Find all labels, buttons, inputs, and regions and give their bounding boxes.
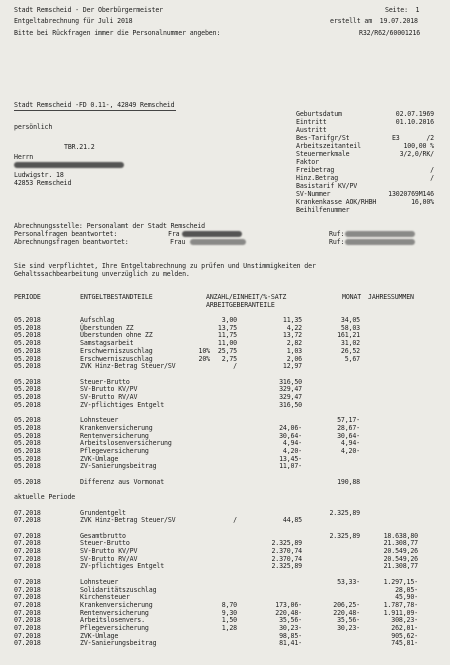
row-amount: 2.370,74 bbox=[271, 547, 302, 555]
personal-field-label: Eintritt bbox=[296, 118, 327, 126]
row-component: SV-Brutto RV/AV bbox=[80, 393, 138, 401]
row-period: 05.2018 bbox=[14, 439, 41, 448]
abrechnung-contact-name: Frau bbox=[170, 238, 186, 246]
row-quantity: 1,28 bbox=[221, 624, 237, 632]
row-component: Überstunden ZZ bbox=[80, 323, 134, 332]
page-number: Seite: 1 bbox=[385, 6, 420, 14]
row-year: 21.308,77 bbox=[383, 562, 418, 571]
col-periode: PERIODE bbox=[14, 293, 41, 301]
personal-field-label: Arbeitszeitanteil bbox=[296, 142, 361, 150]
personal-field-label: Bes-Tarifgr/St bbox=[296, 134, 350, 142]
row-period: 07.2018 bbox=[14, 616, 41, 625]
row-amount: 12,97 bbox=[282, 362, 302, 371]
row-month: 58,03 bbox=[340, 323, 360, 332]
row-component: Solidaritätszuschlag bbox=[80, 585, 157, 594]
row-period: 05.2018 bbox=[14, 431, 41, 440]
personal-contact-label: Personalfragen beantwortet: bbox=[14, 230, 118, 238]
row-component: ZV-Sanierungsbeitrag bbox=[80, 639, 157, 648]
row-component: Rentenversicherung bbox=[80, 431, 149, 440]
row-quantity: / bbox=[233, 516, 237, 525]
row-amount: 2.325,89 bbox=[271, 539, 302, 548]
row-component: Pflegeversicherung bbox=[80, 624, 149, 632]
row-period: 07.2018 bbox=[14, 639, 41, 648]
row-period: 05.2018 bbox=[14, 339, 41, 348]
row-period: 05.2018 bbox=[14, 462, 41, 471]
statement-title: Entgeltabrechnung für Juli 2018 bbox=[14, 17, 133, 25]
row-month: 35,56- bbox=[337, 616, 360, 625]
personal-field-value: 01.10.2016 bbox=[395, 118, 434, 126]
row-amount: 13,45- bbox=[279, 454, 302, 463]
row-component: Gesamtbrutto bbox=[80, 531, 126, 540]
row-period: 05.2018 bbox=[14, 316, 41, 324]
personal-field-label: Faktor bbox=[296, 158, 319, 166]
row-quantity: 25,75 bbox=[217, 346, 237, 355]
row-component: ZVK-Umlage bbox=[80, 454, 119, 463]
row-component: Lohnsteuer bbox=[80, 416, 119, 425]
personal-field-label: Freibetrag bbox=[296, 166, 335, 174]
row-period: 05.2018 bbox=[14, 400, 41, 409]
row-month: 4,94- bbox=[340, 439, 360, 448]
row-component: Arbeitslosenvers. bbox=[80, 616, 145, 625]
row-amount: 98,85- bbox=[279, 631, 302, 640]
personnel-number-hint: Bitte bei Rückfragen immer die Personalnummer angeben: bbox=[14, 29, 221, 37]
row-year: 20.549,26 bbox=[383, 547, 418, 555]
row-amount: 13,72 bbox=[282, 331, 302, 340]
row-year: 262,01- bbox=[391, 624, 418, 632]
row-period: 05.2018 bbox=[14, 377, 41, 386]
row-rate: 20% bbox=[198, 354, 210, 363]
row-year: 1.787,78- bbox=[383, 600, 418, 609]
row-quantity: 11,00 bbox=[217, 339, 237, 348]
city: 42853 Remscheid bbox=[14, 179, 72, 187]
row-period: 07.2018 bbox=[14, 624, 41, 632]
personal-field-label: Beihilfenummer bbox=[296, 206, 350, 214]
personnel-number: R32/R62/60001216 bbox=[359, 29, 421, 37]
row-component: ZV-Sanierungsbeitrag bbox=[80, 462, 157, 471]
row-month: 31,02 bbox=[340, 339, 360, 348]
row-year: 905,62- bbox=[391, 631, 418, 640]
salutation: Herrn bbox=[14, 153, 34, 161]
row-period: 05.2018 bbox=[14, 454, 41, 463]
notice-line: Sie sind verpflichtet, Ihre Entgeltabrechnung zu prüfen und Unstimmigkeiten der bbox=[14, 262, 316, 270]
created-date: erstellt am 19.07.2018 bbox=[330, 17, 418, 25]
row-amount: 35,56- bbox=[279, 616, 302, 625]
personal-field-value: / bbox=[430, 166, 434, 174]
row-quantity: 9,30 bbox=[221, 608, 237, 617]
row-month: 30,23- bbox=[337, 624, 360, 632]
row-period: 07.2018 bbox=[14, 600, 41, 609]
row-amount: 11,07- bbox=[279, 462, 302, 471]
row-amount: 4,20- bbox=[282, 446, 302, 455]
personal-field-value: 100,00 % bbox=[403, 142, 434, 150]
personal-field-label: Hinz.Betrag bbox=[296, 174, 339, 182]
row-component: Kirchensteuer bbox=[80, 593, 130, 602]
row-component: Krankenversicherung bbox=[80, 423, 153, 432]
row-period: 05.2018 bbox=[14, 354, 41, 363]
abrechnungsstelle: Abrechnungsstelle: Personalamt der Stadt Remscheid bbox=[14, 222, 205, 230]
row-component: Samstagsarbeit bbox=[80, 339, 134, 348]
personal-field-value: 16,00% bbox=[411, 198, 434, 206]
row-month: 34,05 bbox=[340, 316, 360, 324]
row-period: 05.2018 bbox=[14, 362, 41, 371]
col-bestandteile: ENTGELTBESTANDTEILE bbox=[80, 293, 153, 301]
row-amount: 1,03 bbox=[286, 346, 302, 355]
row-period: 07.2018 bbox=[14, 554, 41, 563]
personal-field-value: / bbox=[430, 174, 434, 182]
row-component: Arbeitslosenversicherung bbox=[80, 439, 172, 448]
row-component: Überstunden ohne ZZ bbox=[80, 331, 153, 340]
row-period: 05.2018 bbox=[14, 423, 41, 432]
row-amount: 173,06- bbox=[275, 600, 302, 609]
row-component: Erschwerniszuschlag bbox=[80, 346, 153, 355]
row-quantity: 8,70 bbox=[221, 600, 237, 609]
row-month: 30,64- bbox=[337, 431, 360, 440]
personal-field-value: 02.07.1969 bbox=[395, 110, 434, 118]
employer-title: Stadt Remscheid - Der Oberbürgermeister bbox=[14, 6, 163, 14]
row-year: 308,23- bbox=[391, 616, 418, 625]
row-month: 206,25- bbox=[333, 600, 360, 609]
row-month: 57,17- bbox=[337, 416, 360, 425]
row-amount: 329,47 bbox=[279, 385, 302, 394]
redacted-phone bbox=[345, 231, 415, 237]
row-amount: 30,64- bbox=[279, 431, 302, 440]
row-amount: 2.370,74 bbox=[271, 554, 302, 563]
row-component: SV-Brutto RV/AV bbox=[80, 554, 138, 563]
row-period: 07.2018 bbox=[14, 631, 41, 640]
row-quantity: 3,00 bbox=[221, 316, 237, 324]
row-month: 4,20- bbox=[340, 446, 360, 455]
row-quantity: / bbox=[233, 362, 237, 371]
row-amount: 11,35 bbox=[282, 316, 302, 324]
row-period: 07.2018 bbox=[14, 562, 41, 571]
personal-field-label: SV-Nummer bbox=[296, 190, 331, 198]
persoenlich-label: persönlich bbox=[14, 123, 53, 131]
row-amount: 329,47 bbox=[279, 393, 302, 401]
row-period: aktuelle Periode bbox=[14, 493, 76, 502]
row-month: 28,67- bbox=[337, 423, 360, 432]
row-period: 05.2018 bbox=[14, 331, 41, 340]
row-year: 745,81- bbox=[391, 639, 418, 648]
col-jahr: JAHRESSUMMEN bbox=[368, 293, 414, 301]
ruf-label: Ruf: bbox=[329, 230, 345, 238]
row-year: 1.297,15- bbox=[383, 577, 418, 586]
row-amount: 30,23- bbox=[279, 624, 302, 632]
row-amount: 316,50 bbox=[279, 400, 302, 409]
personal-field-value: 3/2,0/RK/ bbox=[399, 150, 434, 158]
row-period: 05.2018 bbox=[14, 416, 41, 425]
col-monat: MONAT bbox=[342, 293, 362, 301]
row-amount: 24,06- bbox=[279, 423, 302, 432]
row-component: Steuer-Brutto bbox=[80, 377, 130, 386]
abrechnung-contact-label: Abrechnungsfragen beantwortet: bbox=[14, 238, 129, 246]
row-month: 5,67 bbox=[344, 354, 360, 363]
col-anzahl: ANZAHL/EINHEIT/%-SATZ bbox=[206, 293, 287, 301]
row-amount: 2,82 bbox=[286, 339, 302, 348]
row-period: 07.2018 bbox=[14, 585, 41, 594]
row-year: 20.549,26 bbox=[383, 554, 418, 563]
sender-line: Stadt Remscheid -FD 0.11-, 42849 Remscheid bbox=[14, 101, 175, 109]
row-component: SV-Brutto KV/PV bbox=[80, 385, 138, 394]
street: Ludwigstr. 18 bbox=[14, 171, 64, 179]
row-component: SV-Brutto KV/PV bbox=[80, 547, 138, 555]
row-quantity: 2,75 bbox=[221, 354, 237, 363]
row-year: 28,05- bbox=[395, 585, 418, 594]
row-rate: 10% bbox=[198, 346, 210, 355]
row-period: 07.2018 bbox=[14, 516, 41, 525]
row-quantity: 11,75 bbox=[217, 331, 237, 340]
row-period: 05.2018 bbox=[14, 346, 41, 355]
row-amount: 4,94- bbox=[282, 439, 302, 448]
row-amount: 2.325,89 bbox=[271, 562, 302, 571]
row-month: 161,21 bbox=[337, 331, 360, 340]
redacted-contact bbox=[182, 231, 242, 237]
personal-field-label: Krankenkasse AOK/RHBH bbox=[296, 198, 377, 206]
row-year: 18.638,80 bbox=[383, 531, 418, 540]
row-period: 07.2018 bbox=[14, 608, 41, 617]
row-component: Pflegeversicherung bbox=[80, 446, 149, 455]
personal-field-label: Basistarif KV/PV bbox=[296, 182, 358, 190]
row-period: 05.2018 bbox=[14, 385, 41, 394]
row-period: 07.2018 bbox=[14, 593, 41, 602]
sender-underline bbox=[14, 110, 176, 111]
tbr-code: TBR.21.2 bbox=[64, 143, 95, 151]
personal-field-label: Steuermerkmale bbox=[296, 150, 350, 158]
row-component: ZV-pflichtiges Entgelt bbox=[80, 400, 165, 409]
redacted-contact bbox=[190, 239, 246, 245]
row-month: 2.325,89 bbox=[329, 508, 360, 517]
row-component: Steuer-Brutto bbox=[80, 539, 130, 548]
personal-field-label: Austritt bbox=[296, 126, 327, 134]
row-amount: 316,50 bbox=[279, 377, 302, 386]
row-component: Lohnsteuer bbox=[80, 577, 119, 586]
row-month: 53,33- bbox=[337, 577, 360, 586]
row-period: 07.2018 bbox=[14, 577, 41, 586]
row-amount: 220,48- bbox=[275, 608, 302, 617]
row-period: 05.2018 bbox=[14, 477, 41, 486]
row-period: 05.2018 bbox=[14, 393, 41, 401]
col-arbeitgeber: ARBEITGEBERANTEILE bbox=[206, 301, 275, 309]
redacted-name bbox=[14, 162, 124, 168]
row-month: 26,52 bbox=[340, 346, 360, 355]
row-period: 05.2018 bbox=[14, 446, 41, 455]
row-component: ZVK Hinz-Betrag Steuer/SV bbox=[80, 362, 176, 371]
row-period: 07.2018 bbox=[14, 531, 41, 540]
row-month: 2.325,89 bbox=[329, 531, 360, 540]
row-period: 07.2018 bbox=[14, 539, 41, 548]
row-component: ZV-pflichtiges Entgelt bbox=[80, 562, 165, 571]
row-quantity: 1,50 bbox=[221, 616, 237, 625]
row-period: 07.2018 bbox=[14, 547, 41, 555]
row-component: Erschwerniszuschlag bbox=[80, 354, 153, 363]
row-component: Differenz aus Vormonat bbox=[80, 477, 165, 486]
row-amount: 44,85 bbox=[282, 516, 302, 525]
row-period: 05.2018 bbox=[14, 323, 41, 332]
row-year: 1.911,09- bbox=[383, 608, 418, 617]
row-period: 07.2018 bbox=[14, 508, 41, 517]
row-month: 220,48- bbox=[333, 608, 360, 617]
row-year: 45,90- bbox=[395, 593, 418, 602]
row-component: Krankenversicherung bbox=[80, 600, 153, 609]
redacted-phone bbox=[345, 239, 415, 245]
personal-contact-name: Fra bbox=[168, 230, 180, 238]
row-year: 21.308,77 bbox=[383, 539, 418, 548]
row-component: Aufschlag bbox=[80, 316, 115, 324]
row-amount: 81,41- bbox=[279, 639, 302, 648]
personal-field-value: 13020769M146 bbox=[388, 190, 434, 198]
row-component: ZVK Hinz-Betrag Steuer/SV bbox=[80, 516, 176, 525]
personal-field-label: Geburtsdatum bbox=[296, 110, 342, 118]
row-amount: 2,06 bbox=[286, 354, 302, 363]
row-month: 190,88 bbox=[337, 477, 360, 486]
ruf-label: Ruf: bbox=[329, 238, 345, 246]
notice-line: Gehaltssachbearbeitung unverzüglich zu melden. bbox=[14, 270, 190, 278]
row-component: Grundentgelt bbox=[80, 508, 126, 517]
personal-field-value: E3 /2 bbox=[391, 134, 434, 142]
row-component: Rentenversicherung bbox=[80, 608, 149, 617]
row-amount: 4,22 bbox=[286, 323, 302, 332]
row-quantity: 13,75 bbox=[217, 323, 237, 332]
row-component: ZVK-Umlage bbox=[80, 631, 119, 640]
